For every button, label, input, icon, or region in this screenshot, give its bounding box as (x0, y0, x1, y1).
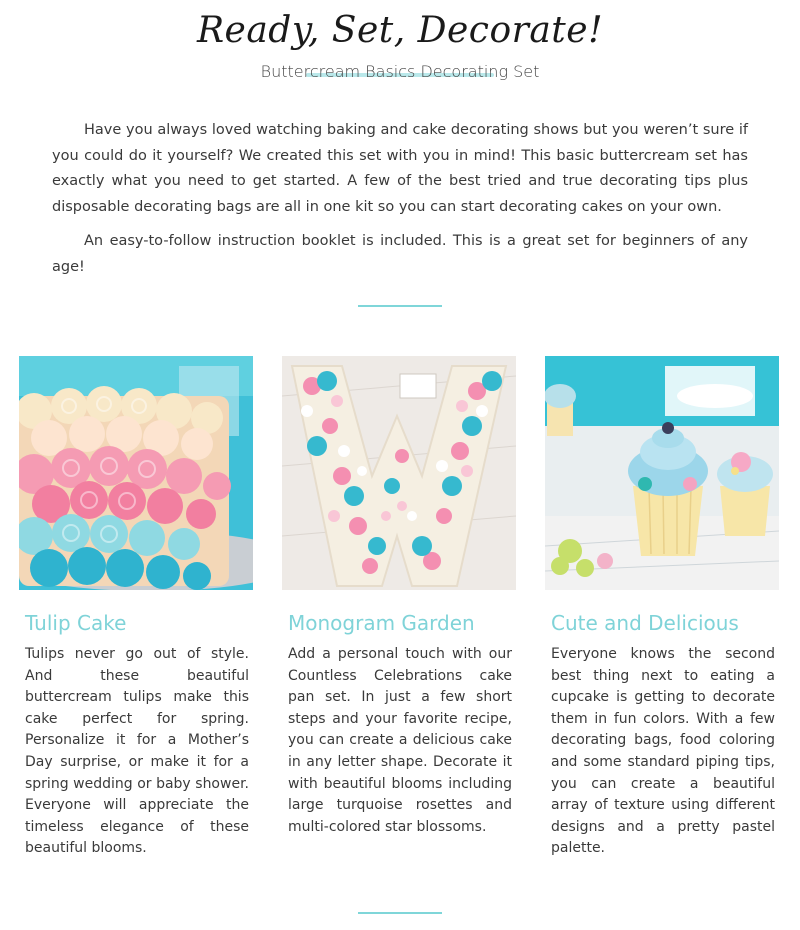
tulip-cake-photo (19, 356, 253, 590)
intro-text (52, 118, 748, 280)
intro-paragraph: An easy-to-follow instruction booklet is included. This is a great set for beginners of any age! (52, 233, 748, 275)
card-title: Tulip Cake (25, 611, 127, 635)
card-title: Cute and Delicious (551, 611, 739, 635)
cupcakes-photo (545, 356, 779, 590)
product-card-tulip-cake (19, 356, 253, 860)
card-description: Add a personal touch with our Countless Celebrations cake pan set. In just a few short steps and your favorite recipe, you can create a delicious cake in any letter shape. Decorate it with beautiful blooms including large turquoise rosettes and multi-colored star blossoms. (288, 646, 512, 835)
card-description: Tulips never go out of style. And these beautiful buttercream tulips make this cake perfect for spring. Personalize it for a Mother’s Day surprise, or make it for a spring wedding or baby shower. Everyone will appreciate the timeless elegance of these beautiful blooms. (25, 646, 249, 857)
page-subtitle: Buttercream Basics Decorating Set (260, 62, 540, 81)
card-description: Everyone knows the second best thing next to eating a cupcake is getting to decorate them in fun colors. With a few decorating bags, food coloring and some standard piping tips, you can create a beautiful array of texture using different designs and a pretty pastel palette. (551, 646, 775, 857)
page-title: Ready, Set, Decorate! (196, 10, 604, 51)
section-divider (358, 912, 442, 914)
intro-paragraph: Have you always loved watching baking and cake decorating shows but you weren’t sure if you could do it yourself? We created this set with you in mind! This basic buttercream set has exactly what you need to get started. A few of the best tried and true decorating tips plus disposable decorating bags are all in one kit so you can start decorating cakes on your own. (52, 122, 748, 215)
section-divider (358, 305, 442, 307)
card-title: Monogram Garden (288, 611, 475, 635)
monogram-cake-photo (282, 356, 516, 590)
product-card-cute-and-delicious (545, 356, 779, 860)
product-card-monogram-garden (282, 356, 516, 838)
